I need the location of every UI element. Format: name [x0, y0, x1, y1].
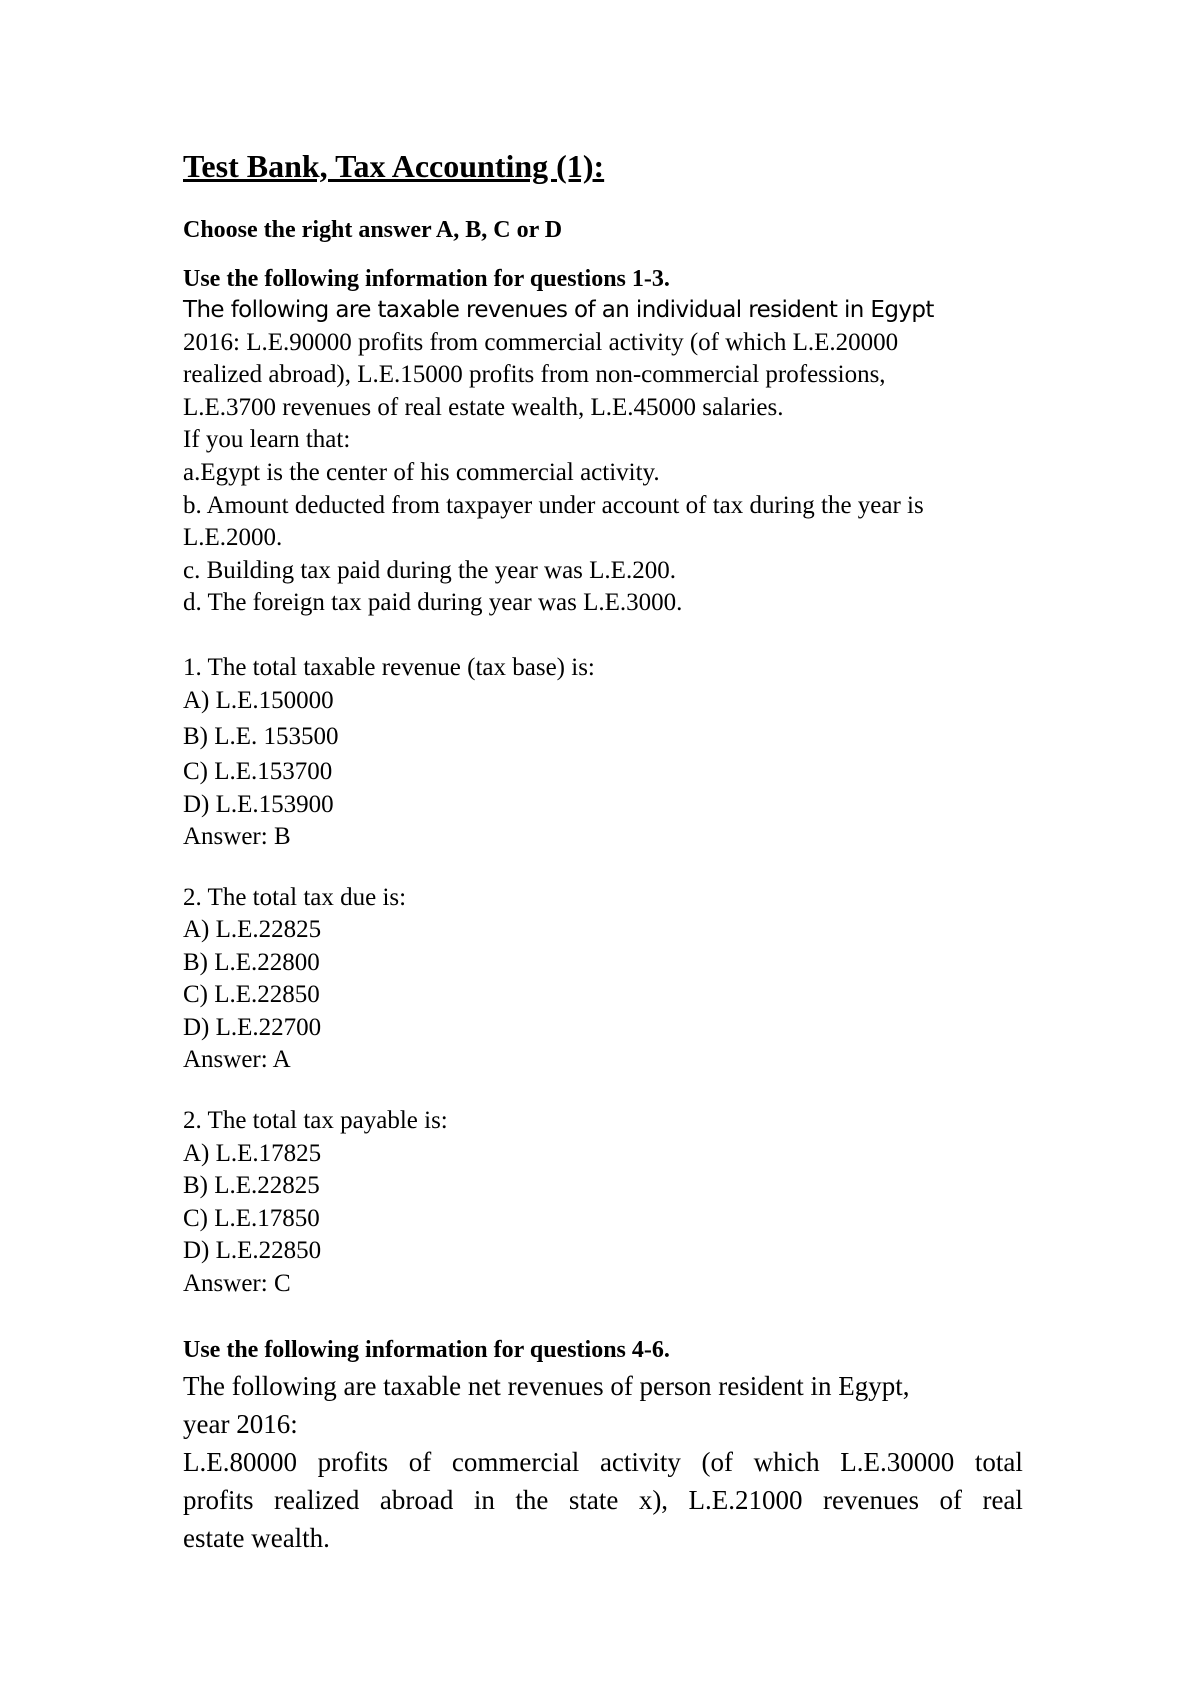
word: which	[753, 1447, 820, 1477]
question-1-option-d: D) L.E.153900	[183, 791, 334, 818]
word: L.E.30000	[840, 1447, 955, 1477]
word: x),	[638, 1485, 669, 1515]
word: of	[408, 1447, 432, 1477]
question-1-text: 1. The total taxable revenue (tax base) is:	[183, 654, 595, 681]
section1-line: d. The foreign tax paid during year was L.E.3000.	[183, 589, 683, 616]
question-1-option-a: A) L.E.150000	[183, 687, 334, 714]
word: real	[982, 1485, 1023, 1515]
word: total	[974, 1447, 1023, 1477]
instruction: Choose the right answer A, B, C or D	[183, 217, 563, 243]
word: commercial	[451, 1447, 580, 1477]
section2-line: estate wealth.	[183, 1523, 330, 1553]
question-1-answer: Answer: B	[183, 823, 291, 850]
section2-line: The following are taxable net revenues of person resident in Egypt,	[183, 1371, 910, 1401]
word: state	[568, 1485, 619, 1515]
word: activity	[599, 1447, 681, 1477]
section2-line: year 2016:	[183, 1409, 298, 1439]
question-3-option-c: C) L.E.17850	[183, 1205, 320, 1232]
section1-line: 2016: L.E.90000 profits from commercial activity (of which L.E.20000	[183, 329, 899, 356]
section1-heading: Use the following information for questions 1-3.	[183, 266, 670, 292]
section1-line: b. Amount deducted from taxpayer under account of tax during the year is	[183, 492, 924, 519]
word: profits	[317, 1447, 389, 1477]
section1-line: a.Egypt is the center of his commercial activity.	[183, 459, 660, 486]
word: (of	[701, 1447, 734, 1477]
section2-line-justified	[183, 1446, 1023, 1478]
section1-line: c. Building tax paid during the year was L.E.200.	[183, 557, 676, 584]
question-2-option-b: B) L.E.22800	[183, 949, 320, 976]
question-2-option-c: C) L.E.22850	[183, 981, 320, 1008]
section1-line: If you learn that:	[183, 426, 351, 453]
word: revenues	[823, 1485, 919, 1515]
question-3-text: 2. The total tax payable is:	[183, 1107, 448, 1134]
question-2-answer: Answer: A	[183, 1046, 291, 1073]
word: the	[515, 1485, 549, 1515]
word: in	[473, 1485, 495, 1515]
section2-line-justified	[183, 1484, 1023, 1516]
question-3-option-a: A) L.E.17825	[183, 1140, 322, 1167]
question-1-option-c: C) L.E.153700	[183, 758, 333, 785]
word: realized	[273, 1485, 360, 1515]
word: L.E.80000	[183, 1447, 297, 1477]
word: of	[939, 1485, 962, 1515]
question-3-answer: Answer: C	[183, 1270, 291, 1297]
question-2-text: 2. The total tax due is:	[183, 884, 407, 911]
question-3-option-b: B) L.E.22825	[183, 1172, 320, 1199]
question-3-option-d: D) L.E.22850	[183, 1237, 322, 1264]
question-2-option-a: A) L.E.22825	[183, 916, 322, 943]
section1-line: The following are taxable revenues of an individual resident in Egypt	[183, 297, 934, 323]
question-2-option-d: D) L.E.22700	[183, 1014, 322, 1041]
page-title: Test Bank, Tax Accounting (1):	[183, 148, 605, 184]
section1-line: L.E.3700 revenues of real estate wealth, L.E.45000 salaries.	[183, 394, 784, 421]
word: L.E.21000	[688, 1485, 803, 1515]
word: abroad	[379, 1485, 454, 1515]
section1-line: realized abroad), L.E.15000 profits from non-commercial professions,	[183, 361, 886, 388]
word: profits	[183, 1485, 254, 1515]
section2-heading: Use the following information for questions 4-6.	[183, 1337, 670, 1363]
section1-line: L.E.2000.	[183, 524, 283, 551]
question-1-option-b: B) L.E. 153500	[183, 723, 339, 750]
